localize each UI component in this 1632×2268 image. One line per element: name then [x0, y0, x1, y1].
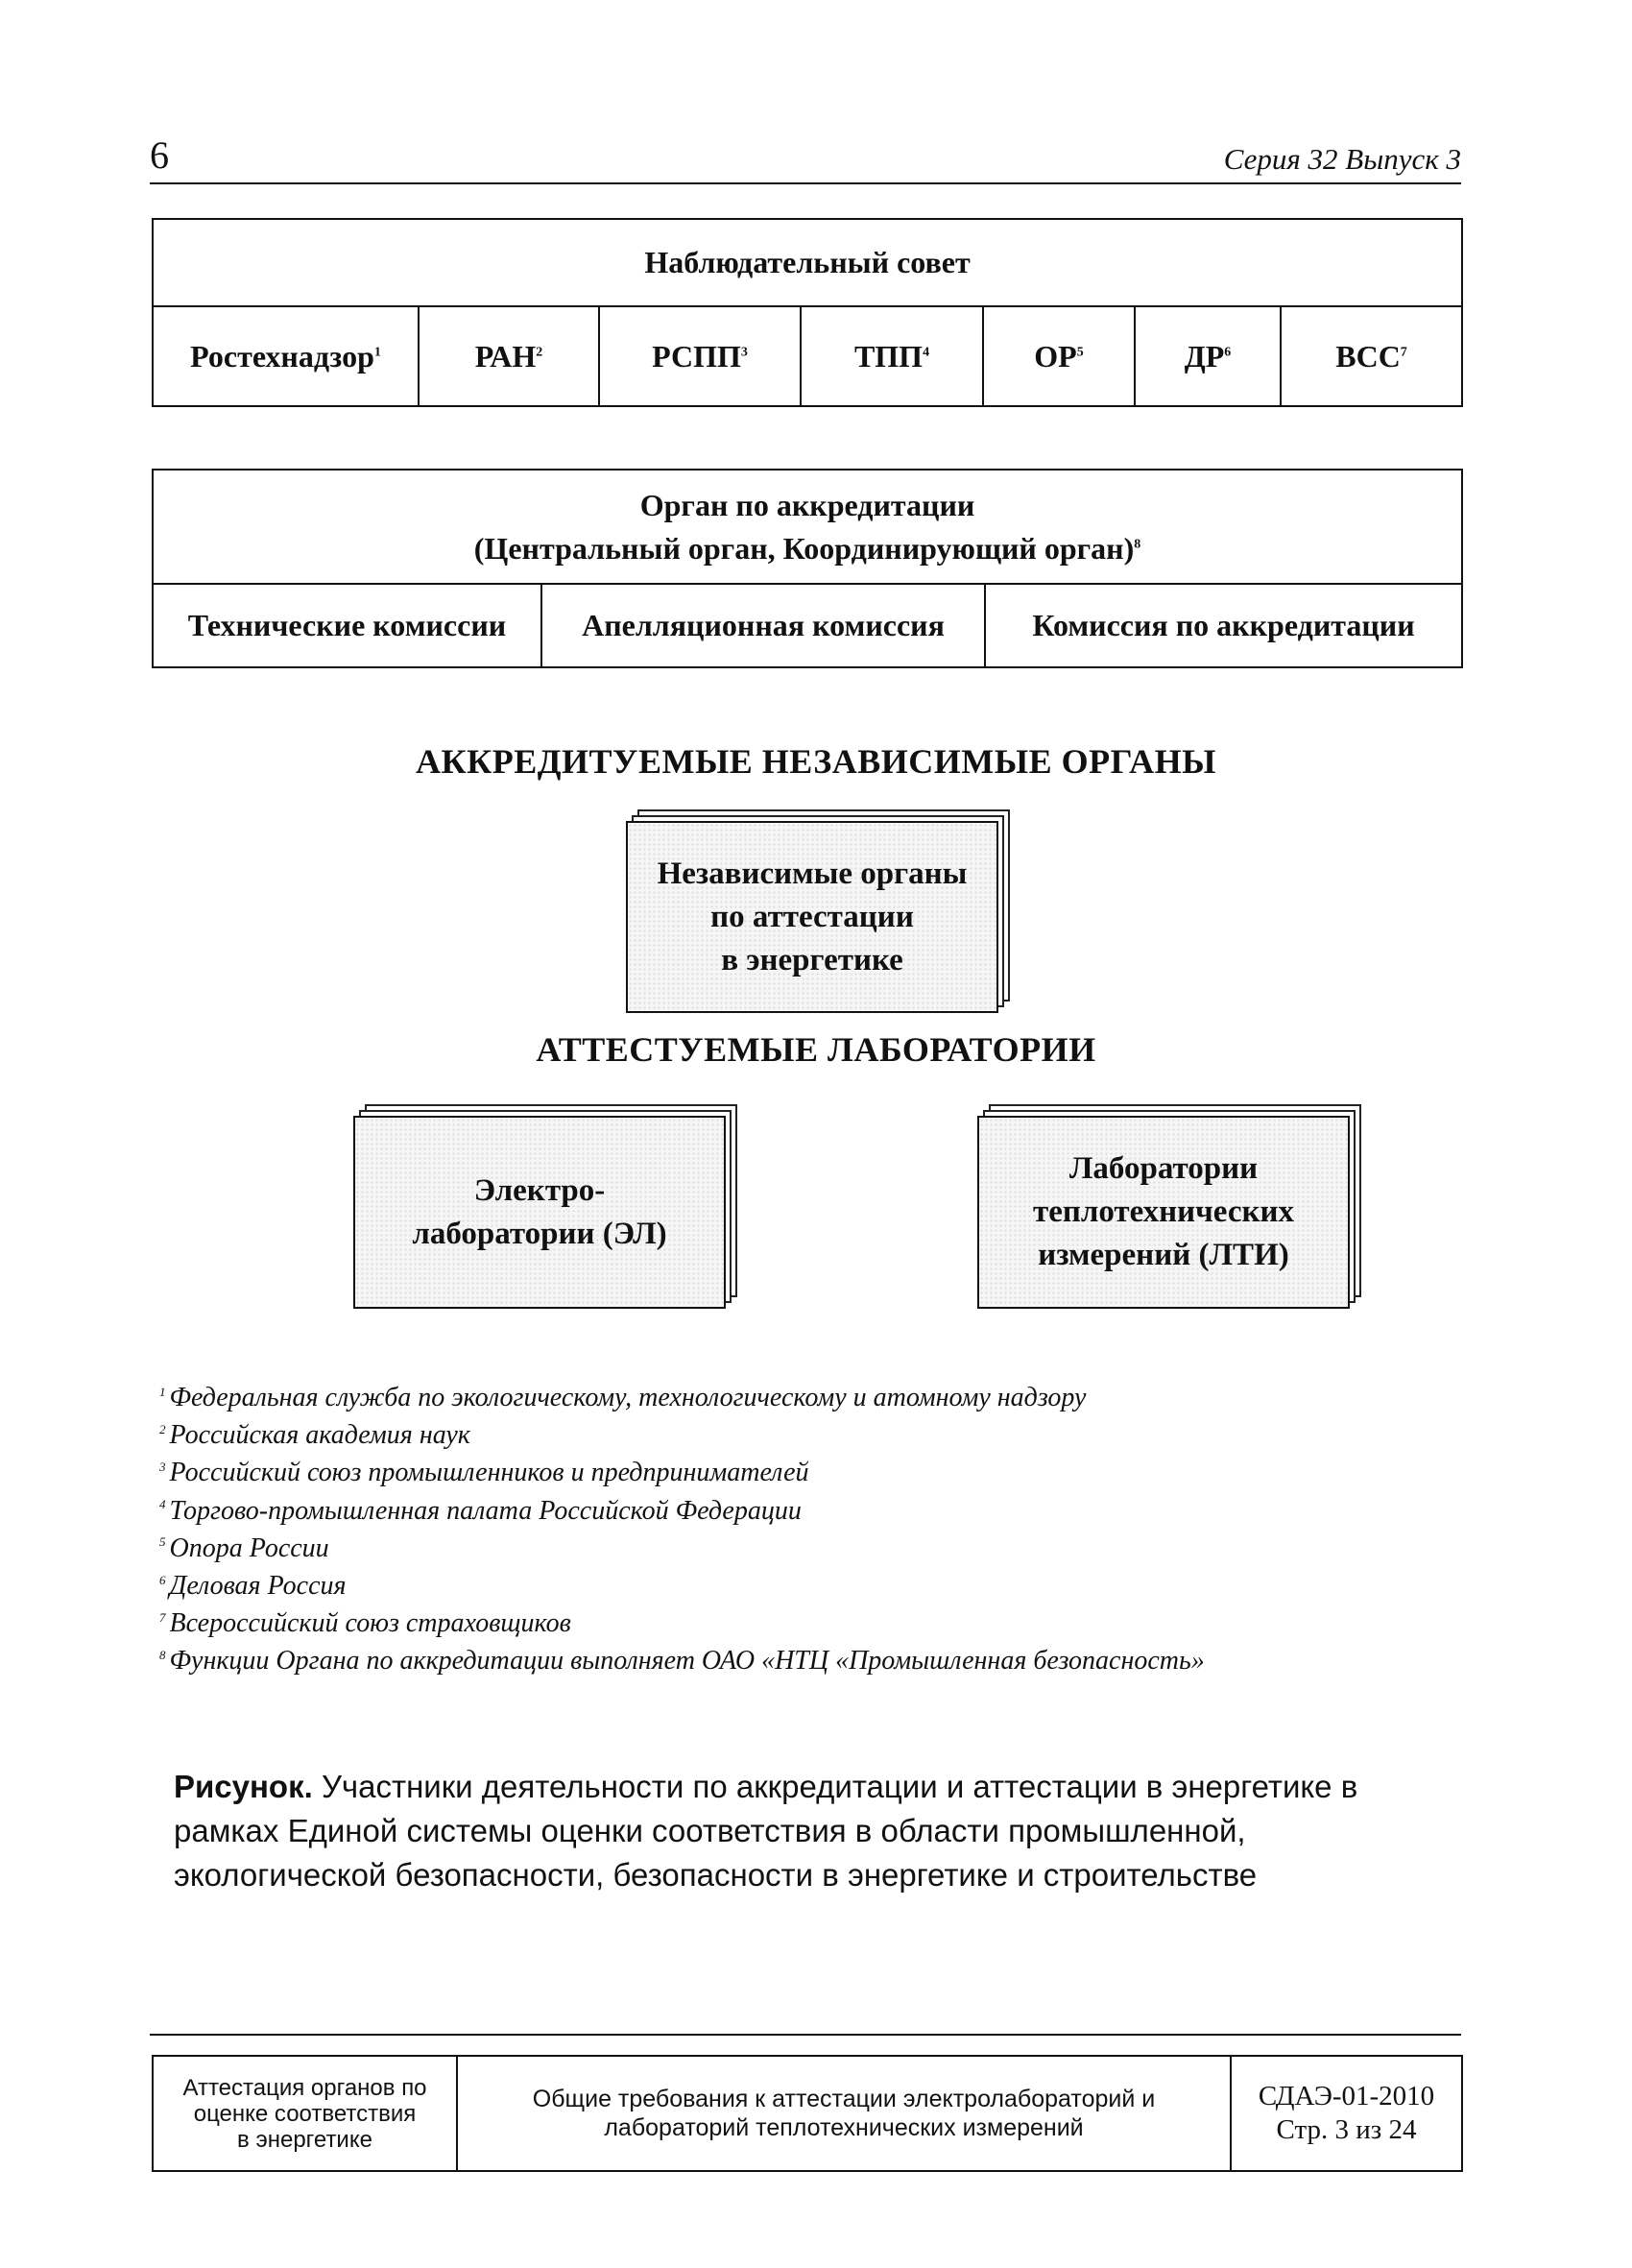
- accreditation-title-line1: Орган по аккредитации: [639, 487, 975, 522]
- footnote-ref: 3: [740, 344, 748, 359]
- figure-caption: [174, 1765, 1460, 1897]
- electro-labs-front: [353, 1116, 726, 1309]
- footnote-mark: 8: [159, 1648, 166, 1663]
- footnote-6: [159, 1567, 1465, 1604]
- footnote-mark: 1: [159, 1384, 166, 1399]
- footnote-ref: 1: [373, 344, 381, 359]
- accreditation-body-title: [153, 470, 1462, 584]
- member-or: [983, 306, 1135, 406]
- page-number: 6: [150, 133, 169, 177]
- footnote-ref: 4: [923, 344, 930, 359]
- footnote-text: Всероссийский союз страховщиков: [169, 1608, 571, 1639]
- independent-bodies-front: [626, 821, 998, 1013]
- footnote-5: [159, 1530, 1465, 1567]
- member-ran: [419, 306, 599, 406]
- independent-bodies-box: [626, 809, 1006, 1011]
- accreditation-title-text: (Центральный орган, Координирующий орган): [473, 530, 1135, 566]
- independent-bodies-line2: по аттестации: [710, 899, 914, 934]
- accredited-bodies-heading: АККРЕДИТУЕМЫЕ НЕЗАВИСИМЫЕ ОРГАНЫ: [416, 742, 1216, 781]
- thermal-labs-box: [977, 1104, 1357, 1308]
- footnote-text: Функции Органа по аккредитации выполняет ОАО «НТЦ «Промышленная безопасность»: [169, 1646, 1205, 1677]
- thermal-labs-line2: теплотехнических: [1032, 1194, 1294, 1229]
- independent-bodies-line3: в энергетике: [721, 942, 903, 977]
- member-rostekhnadzor: [153, 306, 419, 406]
- appeal-commission: Апелляционная комиссия: [541, 584, 985, 667]
- footer-doc-category: [153, 2056, 457, 2171]
- electro-labs-line2: лаборатории (ЭЛ): [412, 1216, 667, 1251]
- footer-middle-line2: лабораторий теплотехнических измерений: [604, 2114, 1084, 2141]
- footnote-mark: 7: [159, 1609, 166, 1625]
- member-label: ТПП: [853, 338, 924, 374]
- footnote-text: Опора России: [169, 1532, 329, 1563]
- footnote-3: [159, 1454, 1465, 1491]
- thermal-labs-front: [977, 1116, 1350, 1309]
- footnote-1: [159, 1379, 1465, 1416]
- thermal-labs-line3: измерений (ЛТИ): [1038, 1238, 1289, 1272]
- member-label: РАН: [474, 338, 537, 374]
- footnote-mark: 2: [159, 1421, 166, 1436]
- footnote-7: [159, 1604, 1465, 1642]
- thermal-labs-line1: Лаборатории: [1068, 1151, 1259, 1186]
- member-label: РСПП: [652, 338, 741, 374]
- labs-heading: АТТЕСТУЕМЫЕ ЛАБОРАТОРИИ: [536, 1030, 1096, 1069]
- electro-labs-line1: Электро-: [473, 1172, 606, 1208]
- footer-left-line3: в энергетике: [237, 2126, 372, 2153]
- member-vss: [1281, 306, 1462, 406]
- member-label: Ростехнадзор: [190, 338, 374, 374]
- footnote-ref: 8: [1134, 536, 1141, 551]
- footnote-ref: 6: [1224, 344, 1232, 359]
- electro-labs-box: [353, 1104, 733, 1308]
- footer-rule: [150, 2034, 1461, 2036]
- footer-page-count: Стр. 3 из 24: [1276, 2114, 1417, 2145]
- caption-label: Рисунок.: [174, 1769, 313, 1804]
- header-rule: [150, 182, 1461, 184]
- footnote-mark: 4: [159, 1497, 166, 1512]
- footer-doc-title: [457, 2056, 1231, 2171]
- footnote-8: [159, 1642, 1465, 1679]
- technical-commissions: Технические комиссии: [153, 584, 541, 667]
- member-tpp: [801, 306, 983, 406]
- member-label: ОР: [1034, 338, 1077, 374]
- footer-table: [152, 2055, 1463, 2172]
- footnote-mark: 5: [159, 1534, 166, 1550]
- accreditation-body-table: [152, 469, 1463, 668]
- supervisory-board-table: [152, 218, 1463, 407]
- footnote-ref: 2: [536, 344, 543, 359]
- accreditation-title-line2: [154, 527, 1461, 570]
- footer-doc-code: [1231, 2056, 1462, 2171]
- footnote-text: Торгово-промышленная палата Российской Федерации: [169, 1495, 802, 1526]
- accreditation-commission: Комиссия по аккредитации: [985, 584, 1462, 667]
- footnote-ref: 5: [1076, 344, 1084, 359]
- footnotes: [159, 1379, 1465, 1680]
- footnote-text: Деловая Россия: [169, 1571, 347, 1602]
- caption-text: Участники деятельности по аккредитации и аттестации в энергетике в рамках Единой системы оценки соответствия в области промышленной, экологической безопасности, безопасности в энергетике и строительстве: [174, 1769, 1358, 1893]
- member-dr: [1135, 306, 1281, 406]
- supervisory-board-title: Наблюдательный совет: [153, 219, 1462, 306]
- member-rspp: [599, 306, 801, 406]
- footnote-text: Российская академия наук: [169, 1420, 470, 1451]
- footer-left-line1: Аттестация органов по: [182, 2074, 427, 2101]
- independent-bodies-line1: Независимые органы: [657, 856, 968, 891]
- series-label: Серия 32 Выпуск 3: [1223, 142, 1461, 176]
- footnote-ref: 7: [1400, 344, 1407, 359]
- member-label: ВСС: [1335, 338, 1401, 374]
- footer-doc-id: СДАЭ-01-2010: [1258, 2081, 1435, 2111]
- footer-left-line2: оценке соответствия: [193, 2100, 417, 2127]
- footnote-4: [159, 1492, 1465, 1530]
- footnote-text: Федеральная служба по экологическому, технологическому и атомному надзору: [169, 1383, 1087, 1412]
- member-label: ДР: [1184, 338, 1225, 374]
- footnote-text: Российский союз промышленников и предпринимателей: [169, 1458, 809, 1488]
- footnote-mark: 6: [159, 1572, 166, 1587]
- footnote-2: [159, 1416, 1465, 1454]
- footer-middle-line1: Общие требования к аттестации электролабораторий и: [532, 2086, 1156, 2112]
- footnote-mark: 3: [159, 1460, 166, 1475]
